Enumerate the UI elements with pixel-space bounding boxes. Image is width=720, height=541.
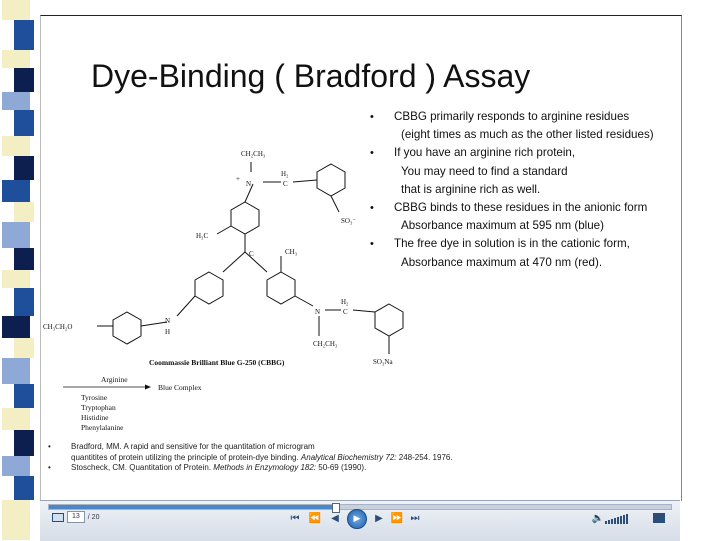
reference-2: • Stoscheck, CM. Quantitation of Protein. Methods in Enzymology 182: 50-69 (1990). <box>48 463 367 472</box>
volume-icon[interactable]: 🔈 <box>591 512 605 524</box>
player-bar <box>40 500 680 541</box>
stripe-block <box>2 408 30 430</box>
stripe-block <box>2 136 30 156</box>
bullet-list <box>366 108 686 272</box>
bullet-2-cont-1: You may need to find a standard <box>401 164 568 178</box>
bullet-dot: • <box>48 442 51 451</box>
stripe-block <box>2 500 30 540</box>
ring-top-right <box>317 164 345 196</box>
stripe-block <box>14 338 34 358</box>
bullet-2-cont-2: that is arginine rich as well. <box>401 182 541 196</box>
reaction-other-2: Tryptophan <box>81 403 116 412</box>
label-h2-right: H₂ <box>341 298 349 306</box>
bullet-3: • CBBG binds to these residues in the anionic form <box>366 199 686 217</box>
bullet-3-cont: Absorbance maximum at 595 nm (blue) <box>401 219 604 233</box>
label-ethyl-right: CH₂CH₃ <box>313 340 338 348</box>
reference-1: • Bradford, MM. A rapid and sensitive for the quantitation of microgram quantitites of protein utilizing the principle of protein-dye binding. Analytical Biochemistry 72: 248-254. 1976. <box>48 442 453 462</box>
bullet-4-cont: Absorbance maximum at 470 nm (red). <box>401 255 603 269</box>
label-c-right: C <box>343 308 348 316</box>
stripe-block <box>14 288 34 316</box>
seek-progress <box>49 505 335 509</box>
stripe-block <box>14 68 34 92</box>
page-input[interactable]: 13 <box>67 511 85 523</box>
fullscreen-icon[interactable] <box>652 510 666 526</box>
stripe-block <box>2 50 30 68</box>
stripe-block <box>2 456 30 476</box>
stripe-block <box>14 476 34 500</box>
reaction-reagent: Arginine <box>101 375 128 384</box>
label-so3-top: SO₃⁻ <box>341 217 357 225</box>
label-h2-top: H₂ <box>281 170 289 178</box>
references <box>41 442 681 474</box>
ring-ethoxy <box>113 312 141 344</box>
structure-caption: Coommassie Brilliant Blue G-250 (CBBG) <box>149 358 285 367</box>
decorative-stripes <box>0 0 40 540</box>
stripe-block <box>14 430 34 456</box>
label-c-center: C <box>249 250 254 258</box>
label-n-right: N <box>315 308 321 316</box>
bullet-4: • The free dye in solution is in the cationic form, <box>366 235 686 253</box>
fast-forward-icon[interactable]: ⏩ <box>390 512 404 524</box>
arrow-head-icon <box>145 385 151 390</box>
reaction-other-4: Phenylalanine <box>81 423 124 432</box>
play-icon[interactable]: ▶ <box>347 509 367 529</box>
label-h3c: H₃C <box>196 232 209 240</box>
rewind-icon[interactable]: ⏪ <box>308 512 322 524</box>
ring-quinoid <box>231 202 259 234</box>
stripe-block <box>2 222 30 248</box>
reaction-other-3: Histidine <box>81 413 109 422</box>
ring-far-right <box>375 304 403 336</box>
skip-end-icon[interactable]: ⏭ <box>410 512 420 524</box>
stripe-block <box>2 92 30 110</box>
skip-start-icon[interactable]: ⏮ <box>290 512 300 524</box>
label-ethyl-top: CH₂CH₃ <box>241 150 266 158</box>
label-c-top: C <box>283 180 288 188</box>
volume-slider[interactable] <box>605 514 628 524</box>
ring-lower-left <box>195 272 223 304</box>
reaction-product: Blue Complex <box>158 383 202 392</box>
label-ethoxy: CH₃CH₂O <box>43 323 73 331</box>
slide-title: Dye-Binding ( Bradford ) Assay <box>91 58 531 94</box>
slide <box>40 15 682 501</box>
label-nh-n: N <box>165 317 171 325</box>
stripe-block <box>14 384 34 408</box>
bullet-dot: • <box>48 463 51 472</box>
label-plus: + <box>236 175 240 183</box>
stripe-block <box>14 110 34 136</box>
stripe-block <box>2 316 30 338</box>
stripe-block <box>14 248 34 270</box>
step-forward-icon[interactable]: ▶ <box>375 512 383 524</box>
slide-pager <box>52 511 99 523</box>
stripe-block <box>14 202 34 222</box>
reaction-scheme <box>63 374 283 444</box>
label-nh-h: H <box>165 328 171 336</box>
bullet-1-cont: (eight times as much as the other listed residues) <box>401 128 654 142</box>
stripe-block <box>2 358 30 384</box>
label-ch3-right: CH₃ <box>285 248 298 256</box>
stripe-block <box>2 270 30 288</box>
stripe-block <box>2 0 30 20</box>
cbbg-structure <box>41 126 393 386</box>
bullet-2: • If you have an arginine rich protein, <box>366 144 686 162</box>
stripe-block <box>14 20 34 50</box>
page-total: / 20 <box>87 513 100 521</box>
ring-lower-right <box>267 272 295 304</box>
label-n-top: N <box>246 180 252 188</box>
stripe-block <box>14 156 34 180</box>
reaction-other-1: Tyrosine <box>81 393 108 402</box>
slides-icon[interactable] <box>52 513 64 522</box>
bullet-1: • CBBG primarily responds to arginine residues <box>366 108 686 126</box>
step-back-icon[interactable]: ◀ <box>331 512 339 524</box>
label-so3na: SO₃Na <box>373 358 393 366</box>
stripe-block <box>2 180 30 202</box>
